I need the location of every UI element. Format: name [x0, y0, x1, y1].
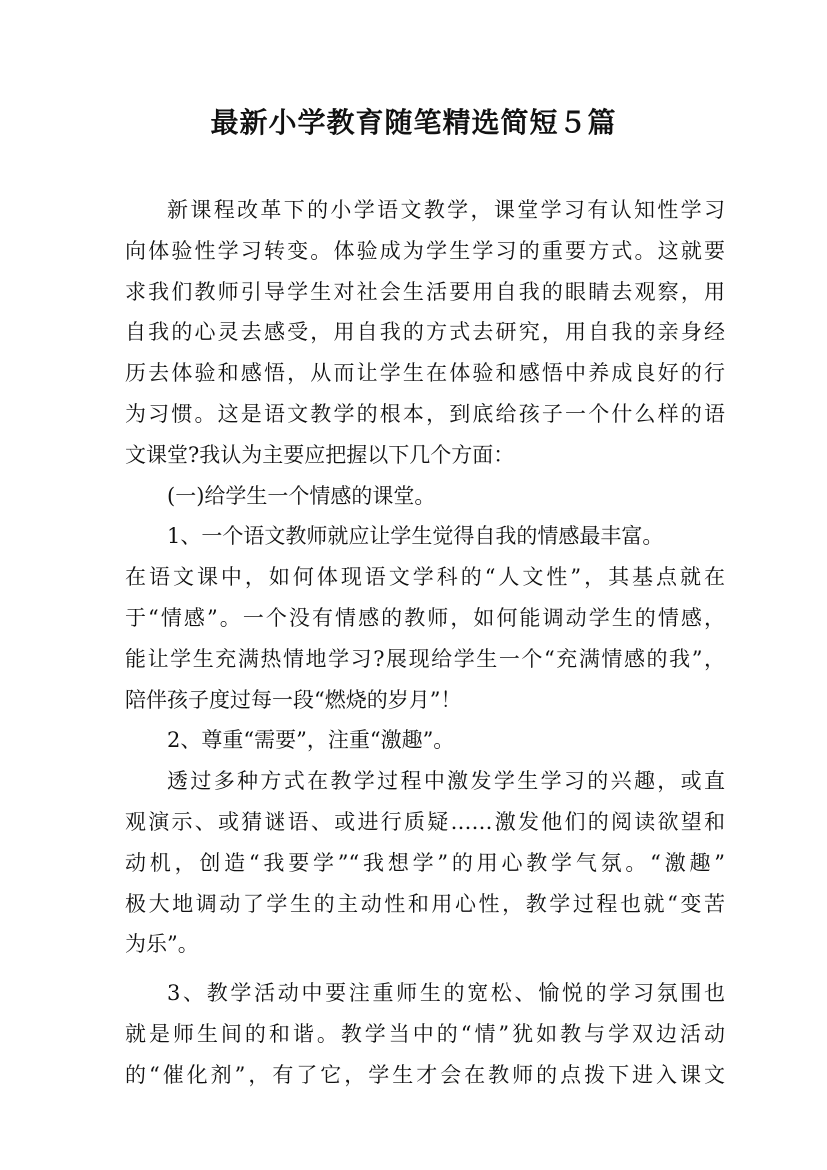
text-line: 陪伴孩子度过每一段“燃烧的岁月”！	[125, 687, 462, 712]
text-line: 为习惯。这是语文教学的根本，到底给孩子一个什么样的语	[125, 401, 725, 426]
paragraph-gap	[125, 965, 725, 973]
text-line: 2、尊重“需要”，注重“激趣”。	[167, 728, 455, 753]
document-title: 最新小学教育随笔精选简短５篇	[210, 106, 617, 139]
text-line: 动机，创造“我要学”“我想学”的用心教学气氛。“激趣”	[125, 850, 725, 875]
text-line: 为乐”。	[125, 932, 199, 957]
text-line: 求我们教师引导学生对社会生活要用自我的眼睛去观察，用	[125, 279, 725, 304]
text-line: 能让学生充满热情地学习?展现给学生一个“充满情感的我”，	[125, 646, 725, 671]
text-line: 自我的心灵去感受，用自我的方式去研究，用自我的亲身经	[125, 320, 725, 345]
text-line: 在语文课中，如何体现语文学科的“人文性”，其基点就在	[125, 565, 725, 590]
text-line: 向体验性学习转变。体验成为学生学习的重要方式。这就要	[125, 238, 725, 263]
text-line: 1、一个语文教师就应让学生觉得自我的情感最丰富。	[167, 524, 664, 549]
text-line: 3、教学活动中要注重师生的宽松、愉悦的学习氛围也	[167, 981, 725, 1006]
text-line: 极大地调动了学生的主动性和用心性，教学过程也就“变苦	[125, 891, 725, 916]
text-line: 于“情感”。一个没有情感的教师，如何能调动学生的情感，	[125, 605, 725, 630]
text-line: 就是师生间的和谐。教学当中的“情”犹如教与学双边活动	[125, 1021, 725, 1046]
text-line: 观演示、或猜谜语、或进行质疑……激发他们的阅读欲望和	[125, 809, 725, 834]
text-line: 新课程改革下的小学语文教学，课堂学习有认知性学习	[167, 198, 725, 222]
text-line: 文课堂?我认为主要应把握以下几个方面：	[125, 442, 515, 467]
text-line: 的“催化剂”，有了它，学生才会在教师的点拨下进入课文	[125, 1062, 725, 1087]
text-line: 透过多种方式在教学过程中激发学生学习的兴趣，或直	[167, 769, 725, 794]
section-heading: (一)给学生一个情感的课堂。	[167, 483, 436, 508]
text-line: 历去体验和感悟，从而让学生在体验和感悟中养成良好的行	[125, 361, 725, 386]
document-body	[125, 190, 725, 1096]
